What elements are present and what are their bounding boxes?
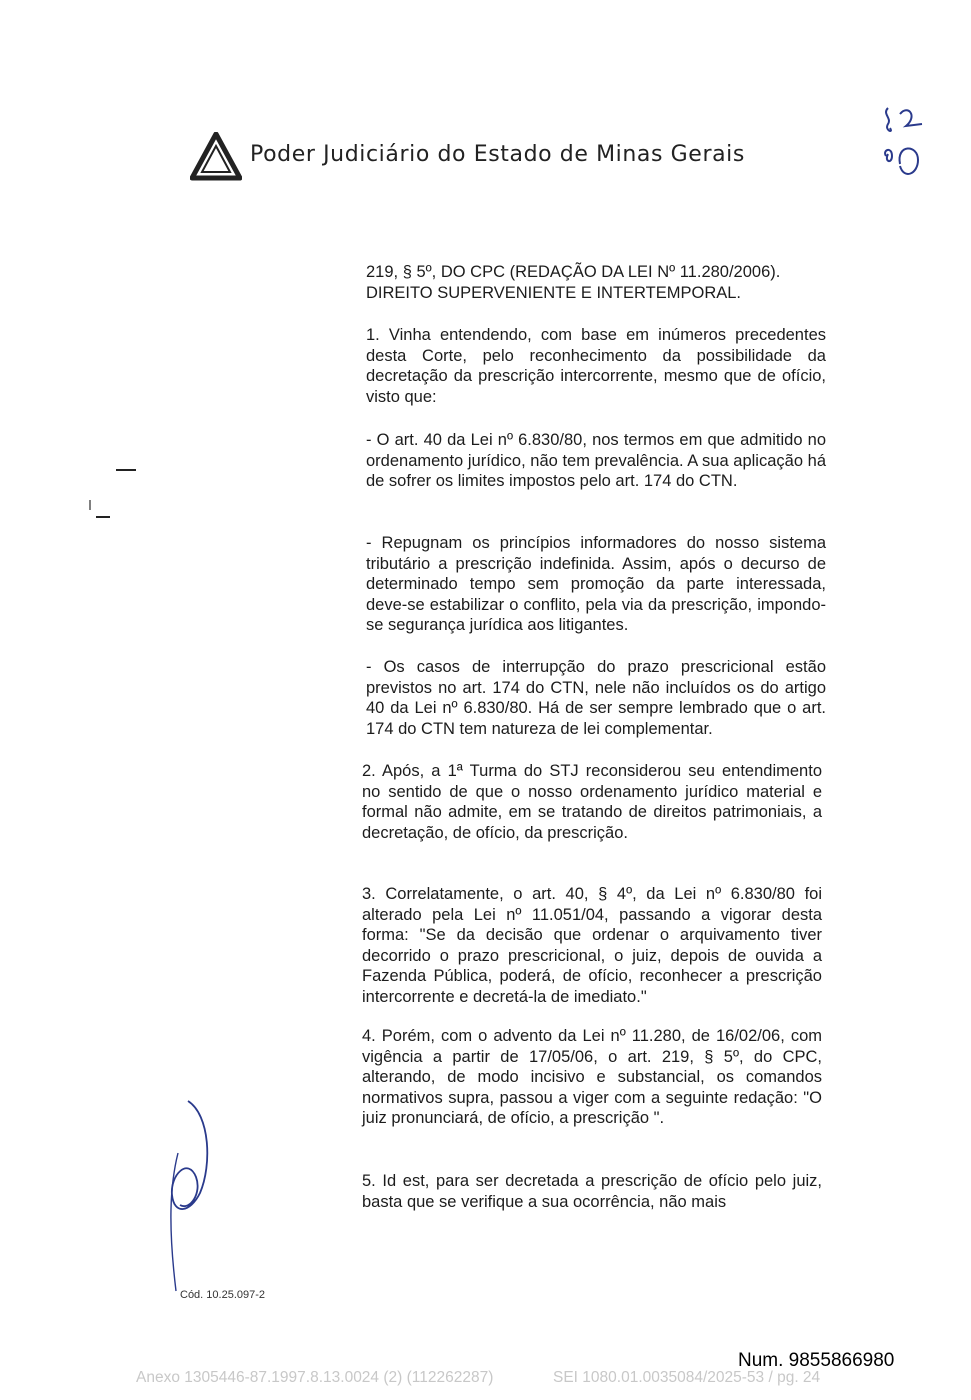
paragraph-bullet-principles: - Repugnam os princípios informadores do nosso sistema tributário a prescrição indefinida. Assim, após o decurso de determinado tempo sem promoção da parte interessada, deve-se estabilizar o conflito, pela via da prescrição, impondo-se segurança jurídica aos litigantes. [366, 534, 826, 634]
paragraph-item-4: 4. Porém, com o advento da Lei nº 11.280, de 16/02/06, com vigência a partir de 17/05/06, o art. 219, § 5º, do CPC, alterando, de modo incisivo e substancial, os comandos normativos supra, passou a viger com a seguinte redação: "O juiz pronunciará, de ofício, a prescrição ". [362, 1027, 822, 1127]
annex-watermark-text: Anexo 1305446-87.1997.8.13.0024 (2) (112262287) [136, 1369, 494, 1386]
document-number-label: Num. 9855866980 [738, 1350, 895, 1371]
margin-marks-icon [84, 462, 144, 552]
handwritten-rubric-signature [150, 1095, 230, 1295]
paragraph-bullet-art40: - O art. 40 da Lei nº 6.830/80, nos termos em que admitido no ordenamento jurídico, não tem prevalência. A sua aplicação há de sofrer os limites impostos pelo art. 174 do CTN. [366, 431, 826, 490]
paragraph-item-5: 5. Id est, para ser decretada a prescrição de ofício pelo juiz, basta que se verifique a sua ocorrência, não mais [362, 1172, 822, 1211]
paragraph-ementa-heading: 219, § 5º, DO CPC (REDAÇÃO DA LEI Nº 11.280/2006). DIREITO SUPERVENIENTE E INTERTEMPORAL. [366, 263, 781, 302]
sei-page-watermark-text: SEI 1080.01.0035084/2025-53 / pg. 24 [553, 1369, 821, 1386]
paragraph-item-1: 1. Vinha entendendo, com base em inúmeros precedentes desta Corte, pelo reconhecimento da possibilidade da decretação da prescrição intercorrente, mesmo que de ofício, visto que: [366, 326, 826, 406]
paragraph-item-3: 3. Correlatamente, o art. 40, § 4º, da Lei nº 6.830/80 foi alterado pela Lei nº 11.051/04, passando a vigorar desta forma: "Se da decisão que ordenar o arquivamento tiver decorrido o prazo prescricional, o juiz, depois de ouvida a Fazenda Pública, poderá, de ofício, reconhecer a prescrição intercorrente e decretá-la de imediato." [362, 885, 822, 1006]
paragraph-bullet-interruption: - Os casos de interrupção do prazo prescricional estão previstos no art. 174 do CTN, nele não incluídos os do artigo 40 da Lei nº 6.830/80. Há de ser sempre lembrado que o art. 174 do CTN tem natureza de lei complementar. [366, 658, 826, 738]
document-code-label: Cód. 10.25.097-2 [180, 1289, 266, 1301]
paragraph-item-2: 2. Após, a 1ª Turma do STJ reconsiderou seu entendimento no sentido de que o nosso ordenamento jurídico material e formal não admite, em se tratando de direitos patrimoniais, a decretação, de ofício, da prescrição. [362, 762, 822, 842]
court-header-title: Poder Judiciário do Estado de Minas Gerais [250, 142, 745, 167]
